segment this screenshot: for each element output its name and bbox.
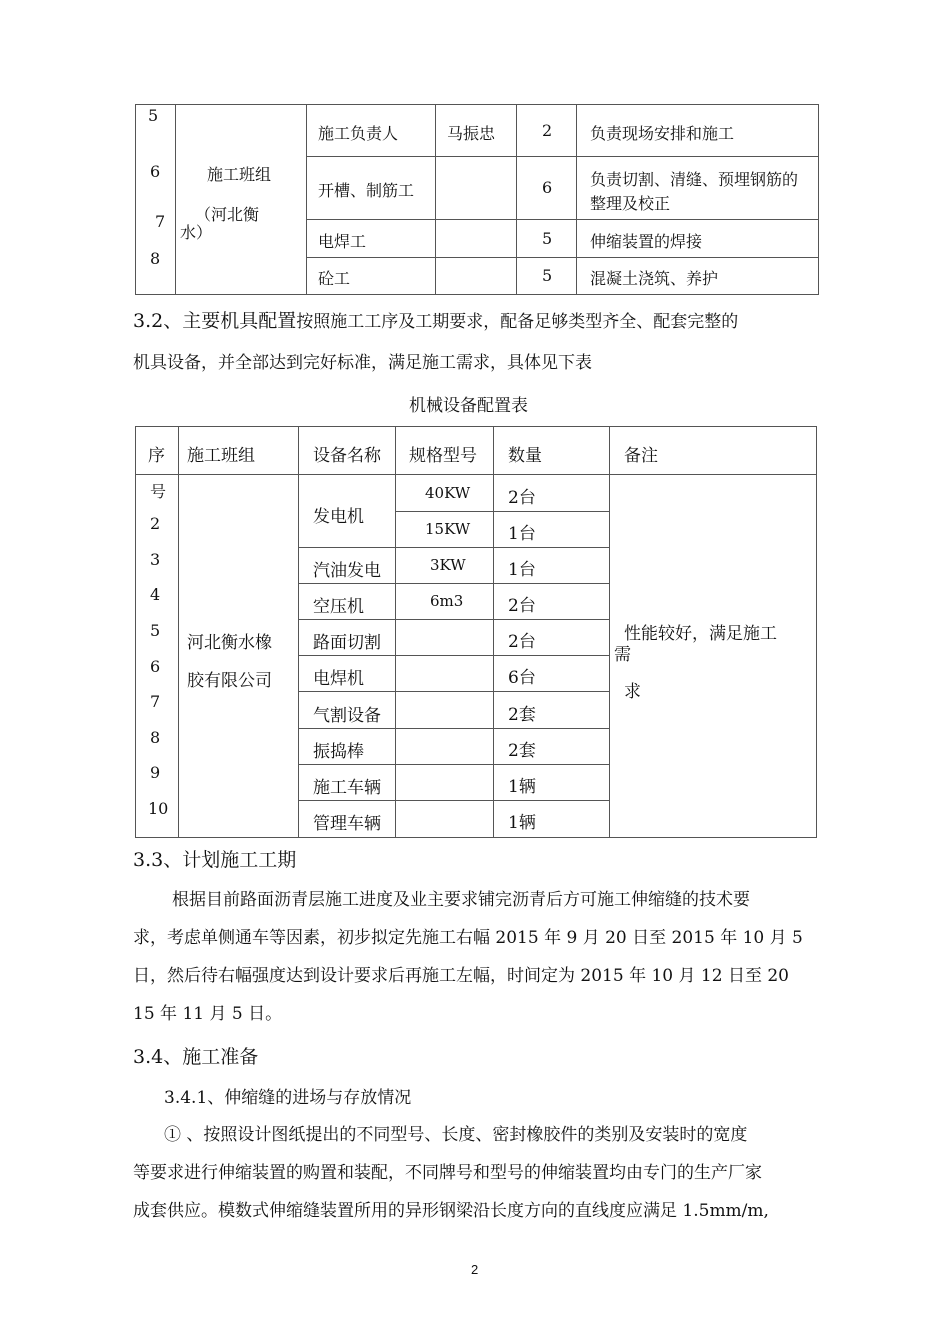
paragraph-line: 机具设备，并全部达到完好标准，满足施工需求，具体见下表 <box>133 353 592 373</box>
team-cell: 胶有限公司 <box>187 671 272 691</box>
qty-cell: 2套 <box>508 741 536 761</box>
qty-cell: 2台 <box>508 596 536 616</box>
count-cell: 5 <box>542 229 553 248</box>
paragraph-line: 求，考虑单侧通车等因素，初步拟定先施工右幅 2015 年 9 月 20 日至 2015 年 10 月 5 <box>133 928 803 948</box>
qty-cell: 2台 <box>508 488 536 508</box>
section-heading: 3.3、计划施工工期 <box>133 849 297 871</box>
page-number: 2 <box>471 1262 479 1277</box>
qty-cell: 2台 <box>508 632 536 652</box>
count-cell: 2 <box>542 121 553 140</box>
duty-cell: 伸缩装置的焊接 <box>590 232 703 251</box>
qty-cell: 2套 <box>508 705 536 725</box>
equipment-name-cell: 气割设备 <box>313 706 381 726</box>
role-cell: 砼工 <box>318 269 351 288</box>
qty-cell: 6台 <box>508 668 536 688</box>
seq-cell: 6 <box>150 162 161 181</box>
qty-cell: 1台 <box>508 524 536 544</box>
equipment-name-cell: 振捣棒 <box>313 742 364 762</box>
equipment-name-cell: 施工车辆 <box>313 778 381 798</box>
header-remark: 备注 <box>624 446 658 466</box>
subsection-heading: 3.4.1、伸缩缝的进场与存放情况 <box>164 1088 412 1108</box>
team-cell: 水） <box>180 223 213 242</box>
seq-cell: 5 <box>148 106 159 125</box>
header-qty: 数量 <box>508 446 542 466</box>
remark-cell: 求 <box>624 682 641 702</box>
seq-cell: 号 <box>150 482 167 501</box>
section-3-2-paragraph <box>133 309 738 334</box>
count-cell: 5 <box>542 266 553 285</box>
spec-cell: 3KW <box>430 556 466 574</box>
duty-cell: 混凝土浇筑、养护 <box>590 269 719 288</box>
equipment-name-cell: 空压机 <box>313 597 364 617</box>
seq-cell: 3 <box>150 550 161 569</box>
role-cell: 施工负责人 <box>318 124 399 143</box>
duty-cell: 负责切割、清缝、预埋钢筋的 <box>590 170 799 189</box>
spec-cell: 15KW <box>425 520 471 538</box>
team-cell: 河北衡水橡 <box>187 633 272 653</box>
team-cell: 施工班组 <box>207 165 272 184</box>
equipment-name-cell: 汽油发电 <box>313 561 381 581</box>
paragraph-line: 按照施工工序及工期要求，配备足够类型齐全、配套完整的 <box>296 312 739 332</box>
table-caption: 机械设备配置表 <box>409 396 528 416</box>
role-cell: 开槽、制筋工 <box>318 181 415 200</box>
seq-cell: 7 <box>150 692 161 711</box>
role-cell: 电焊工 <box>318 232 367 251</box>
seq-cell: 10 <box>148 799 169 818</box>
remark-cell: 需 <box>614 645 631 665</box>
qty-cell: 1辆 <box>508 777 536 797</box>
qty-cell: 1辆 <box>508 813 536 833</box>
paragraph-line: ① 、按照设计图纸提出的不同型号、长度、密封橡胶件的类别及安装时的宽度 <box>164 1125 748 1145</box>
equipment-name-cell: 路面切割 <box>313 633 381 653</box>
equipment-name-cell: 管理车辆 <box>313 814 381 834</box>
section-heading: 3.2、主要机具配置 <box>133 310 297 332</box>
name-cell: 马振忠 <box>447 124 496 143</box>
equipment-name-cell: 发电机 <box>313 507 364 527</box>
paragraph-line: 等要求进行伸缩装置的购置和装配，不同牌号和型号的伸缩装置均由专门的生产厂家 <box>133 1163 762 1183</box>
header-equipment: 设备名称 <box>313 446 381 466</box>
seq-cell: 7 <box>155 212 166 231</box>
paragraph-line: 15 年 11 月 5 日。 <box>133 1004 283 1024</box>
seq-cell: 9 <box>150 763 161 782</box>
section-heading: 3.4、施工准备 <box>133 1046 259 1068</box>
paragraph-line: 根据目前路面沥青层施工进度及业主要求铺完沥青后方可施工伸缩缝的技术要 <box>172 890 750 910</box>
header-team: 施工班组 <box>187 446 255 466</box>
seq-cell: 4 <box>150 585 161 604</box>
paragraph-line: 成套供应。模数式伸缩缝装置所用的异形钢梁沿长度方向的直线度应满足 1.5mm/m, <box>133 1201 769 1221</box>
spec-cell: 40KW <box>425 484 471 502</box>
qty-cell: 1台 <box>508 560 536 580</box>
duty-cell: 整理及校正 <box>590 194 671 213</box>
remark-cell: 性能较好，满足施工 <box>624 624 777 644</box>
duty-cell: 负责现场安排和施工 <box>590 124 735 143</box>
equipment-name-cell: 电焊机 <box>313 669 364 689</box>
seq-cell: 2 <box>150 514 161 533</box>
seq-cell: 8 <box>150 249 161 268</box>
paragraph-line: 日，然后待右幅强度达到设计要求后再施工左幅，时间定为 2015 年 10 月 12 日至 20 <box>133 966 789 986</box>
spec-cell: 6m3 <box>430 592 464 610</box>
header-seq: 序 <box>148 446 165 466</box>
team-cell: （河北衡 <box>195 205 260 224</box>
count-cell: 6 <box>542 178 553 197</box>
header-spec: 规格型号 <box>409 446 477 466</box>
seq-cell: 8 <box>150 728 161 747</box>
seq-cell: 6 <box>150 657 161 676</box>
seq-cell: 5 <box>150 621 161 640</box>
